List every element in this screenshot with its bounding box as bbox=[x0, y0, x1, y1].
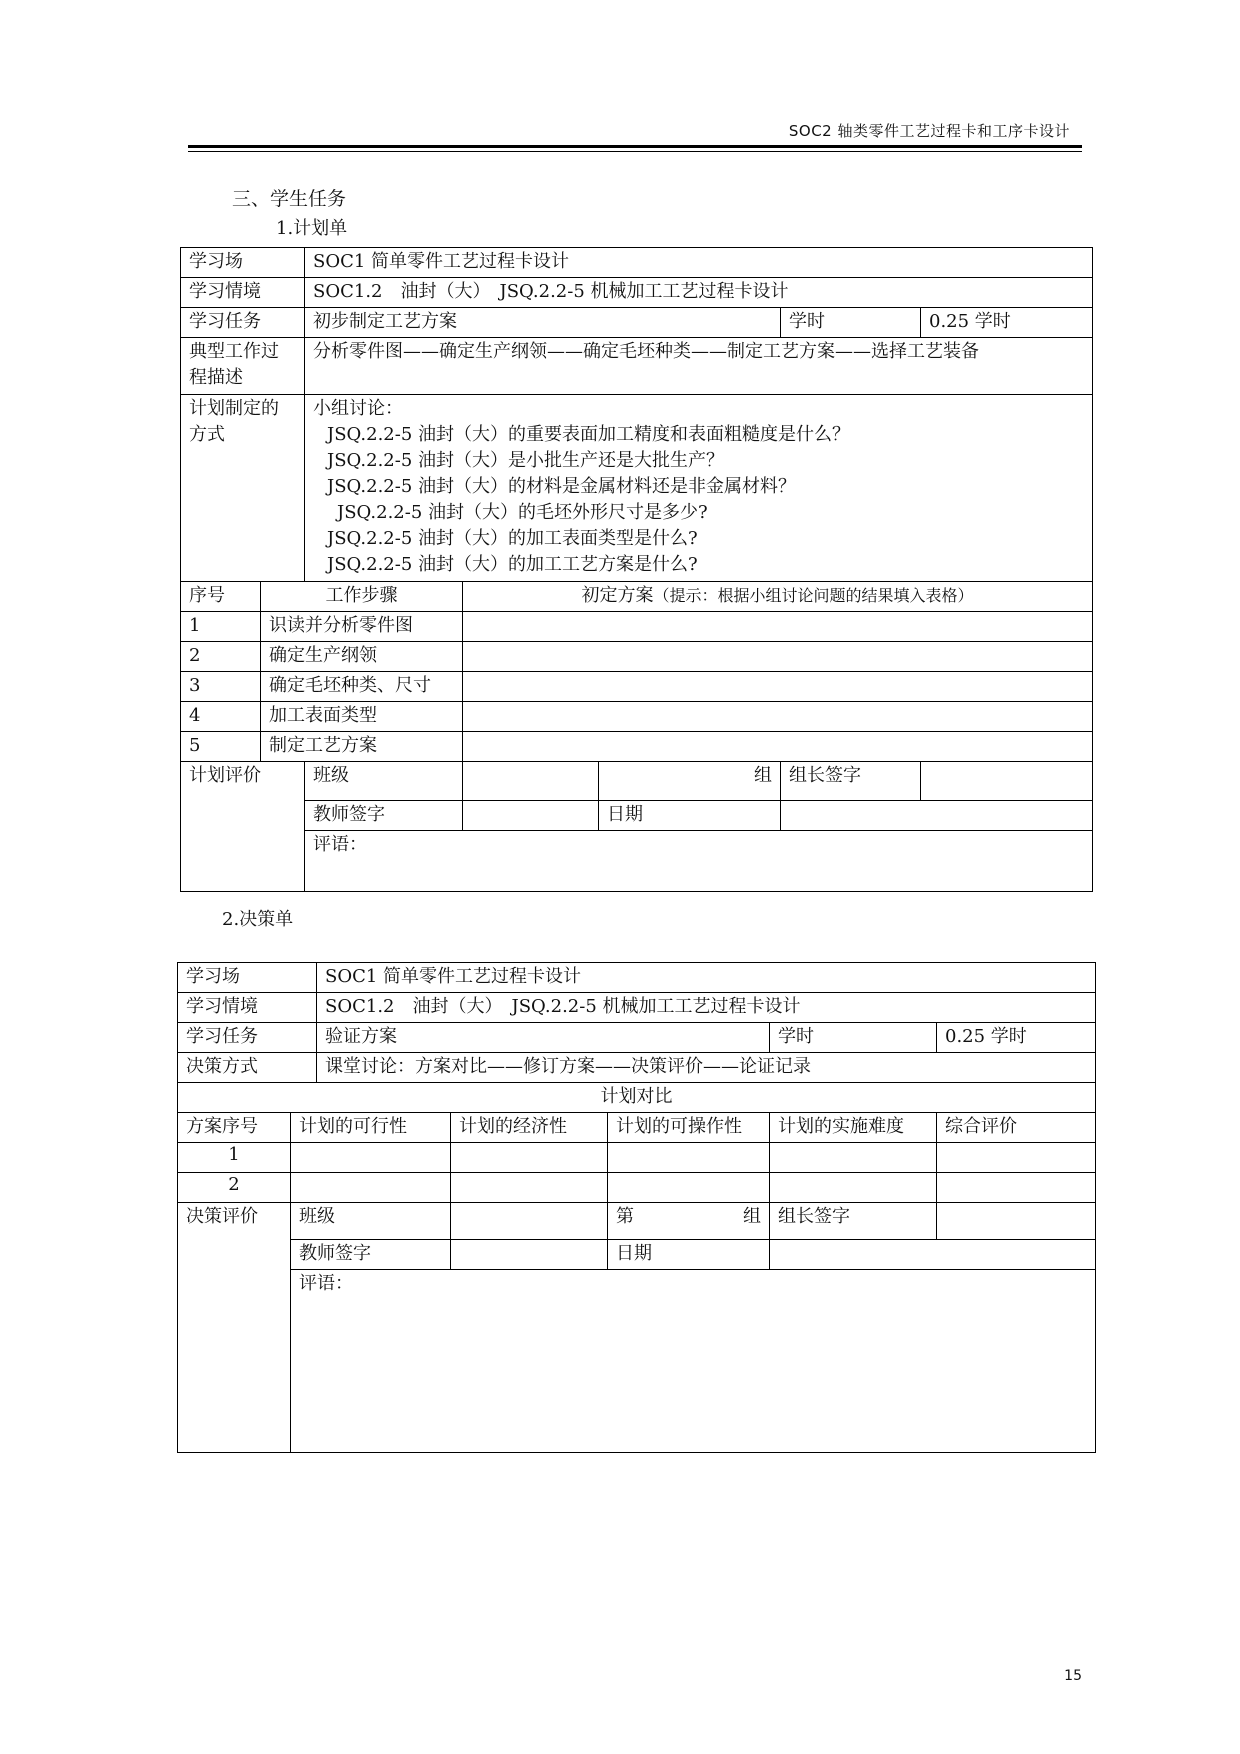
plan-step-name: 识读并分析零件图 bbox=[261, 612, 463, 642]
decision-group-label: 组 bbox=[743, 1206, 761, 1227]
decision-situation-label: 学习情境 bbox=[178, 993, 317, 1023]
plan-row-situation bbox=[181, 278, 1093, 308]
decision-col: 计划的实施难度 bbox=[770, 1113, 937, 1143]
plan-method-intro: 小组讨论： bbox=[313, 398, 403, 419]
plan-step-name: 加工表面类型 bbox=[261, 702, 463, 732]
decision-cell[interactable] bbox=[451, 1173, 608, 1203]
decision-eval-row-3 bbox=[178, 1270, 1096, 1453]
plan-group-label: 组 bbox=[599, 762, 781, 801]
plan-method-value bbox=[305, 395, 1093, 582]
decision-title: 2.决策单 bbox=[222, 909, 294, 930]
plan-col-plan-label: 初定方案 bbox=[581, 585, 654, 606]
plan-method-label: 计划制定的方式 bbox=[181, 395, 305, 582]
decision-method-label: 决策方式 bbox=[178, 1053, 317, 1083]
header-rule-thick bbox=[188, 145, 1082, 148]
decision-situation-value: SOC1.2 油封（大） JSQ.2.2-5 机械加工工艺过程卡设计 bbox=[317, 993, 1096, 1023]
plan-comment-area[interactable] bbox=[305, 831, 1093, 892]
decision-cell[interactable] bbox=[937, 1143, 1096, 1173]
plan-row-task bbox=[181, 308, 1093, 338]
plan-step-input[interactable] bbox=[463, 612, 1093, 642]
plan-task-value: 初步制定工艺方案 bbox=[305, 308, 781, 338]
plan-date-label: 日期 bbox=[599, 801, 781, 831]
decision-cell[interactable] bbox=[291, 1173, 451, 1203]
page-number: 15 bbox=[1064, 1668, 1082, 1684]
decision-compare-header bbox=[178, 1113, 1096, 1143]
header-rule-thin bbox=[188, 151, 1082, 152]
plan-row-process bbox=[181, 338, 1093, 395]
decision-task-label: 学习任务 bbox=[178, 1023, 317, 1053]
plan-leader-label: 组长签字 bbox=[781, 762, 921, 801]
decision-compare-title: 计划对比 bbox=[178, 1083, 1096, 1113]
decision-method-value: 课堂讨论：方案对比——修订方案——决策评价——论证记录 bbox=[317, 1053, 1096, 1083]
decision-date-input[interactable] bbox=[770, 1240, 1096, 1270]
plan-field-label: 学习场 bbox=[181, 248, 305, 278]
decision-field-value: SOC1 简单零件工艺过程卡设计 bbox=[317, 963, 1096, 993]
plan-situation-value: SOC1.2 油封（大） JSQ.2.2-5 机械加工工艺过程卡设计 bbox=[305, 278, 1093, 308]
decision-date-label: 日期 bbox=[608, 1240, 770, 1270]
plan-class-input[interactable] bbox=[463, 762, 599, 801]
plan-eval-row-1 bbox=[181, 762, 1093, 801]
decision-field-label: 学习场 bbox=[178, 963, 317, 993]
decision-class-label: 班级 bbox=[291, 1203, 451, 1240]
section-title: 三、学生任务 bbox=[232, 188, 347, 210]
plan-question: JSQ.2.2-5 油封（大）的加工表面类型是什么? bbox=[327, 528, 698, 549]
decision-task-value: 验证方案 bbox=[317, 1023, 770, 1053]
plan-step-no: 4 bbox=[181, 702, 261, 732]
decision-cell[interactable] bbox=[770, 1173, 937, 1203]
decision-row-method bbox=[178, 1053, 1096, 1083]
decision-col: 计划的经济性 bbox=[451, 1113, 608, 1143]
decision-cell[interactable] bbox=[770, 1143, 937, 1173]
decision-cell[interactable] bbox=[608, 1143, 770, 1173]
decision-group-prefix: 第 bbox=[616, 1206, 634, 1227]
plan-class-label: 班级 bbox=[305, 762, 463, 801]
plan-hours-label: 学时 bbox=[781, 308, 921, 338]
plan-row-method bbox=[181, 395, 1093, 582]
plan-step-name: 制定工艺方案 bbox=[261, 732, 463, 762]
plan-col-plan bbox=[463, 582, 1093, 612]
plan-col-plan-hint: （提示：根据小组讨论问题的结果填入表格） bbox=[653, 586, 974, 605]
decision-row-situation bbox=[178, 993, 1096, 1023]
decision-hours-value: 0.25 学时 bbox=[937, 1023, 1096, 1053]
decision-col: 计划的可操作性 bbox=[608, 1113, 770, 1143]
plan-col-step: 工作步骤 bbox=[261, 582, 463, 612]
table-row bbox=[181, 672, 1093, 702]
plan-question: JSQ.2.2-5 油封（大）的毛坯外形尺寸是多少? bbox=[337, 502, 708, 523]
plan-steps-header bbox=[181, 582, 1093, 612]
plan-field-value: SOC1 简单零件工艺过程卡设计 bbox=[305, 248, 1093, 278]
decision-col: 计划的可行性 bbox=[291, 1113, 451, 1143]
decision-eval-row-1 bbox=[178, 1203, 1096, 1240]
decision-leader-input[interactable] bbox=[937, 1203, 1096, 1240]
plan-question: JSQ.2.2-5 油封（大）是小批生产还是大批生产？ bbox=[327, 450, 725, 471]
plan-process-label: 典型工作过程描述 bbox=[181, 338, 305, 395]
table-row bbox=[181, 642, 1093, 672]
plan-step-input[interactable] bbox=[463, 732, 1093, 762]
plan-step-no: 1 bbox=[181, 612, 261, 642]
decision-comment-area[interactable] bbox=[291, 1270, 1096, 1453]
decision-col: 方案序号 bbox=[178, 1113, 291, 1143]
plan-situation-label: 学习情境 bbox=[181, 278, 305, 308]
plan-task-label: 学习任务 bbox=[181, 308, 305, 338]
plan-col-no: 序号 bbox=[181, 582, 261, 612]
plan-step-input[interactable] bbox=[463, 642, 1093, 672]
plan-step-no: 3 bbox=[181, 672, 261, 702]
table-row bbox=[181, 612, 1093, 642]
decision-row-field bbox=[178, 963, 1096, 993]
table-row bbox=[181, 702, 1093, 732]
plan-row-field bbox=[181, 248, 1093, 278]
plan-leader-input[interactable] bbox=[921, 762, 1093, 801]
plan-question: JSQ.2.2-5 油封（大）的重要表面加工精度和表面粗糙度是什么？ bbox=[327, 424, 851, 445]
decision-teacher-label: 教师签字 bbox=[291, 1240, 451, 1270]
table-row bbox=[178, 1173, 1096, 1203]
plan-teacher-input[interactable] bbox=[463, 801, 599, 831]
table-row bbox=[181, 732, 1093, 762]
plan-question: JSQ.2.2-5 油封（大）的加工工艺方案是什么? bbox=[327, 554, 698, 575]
decision-row-task bbox=[178, 1023, 1096, 1053]
plan-eval-row-2 bbox=[181, 801, 1093, 831]
plan-step-name: 确定毛坯种类、尺寸 bbox=[261, 672, 463, 702]
plan-step-no: 5 bbox=[181, 732, 261, 762]
decision-compare-title-row bbox=[178, 1083, 1096, 1113]
decision-cell[interactable] bbox=[608, 1173, 770, 1203]
decision-comment-label: 评语： bbox=[299, 1273, 353, 1294]
decision-group-cell bbox=[608, 1203, 770, 1240]
decision-teacher-input[interactable] bbox=[451, 1240, 608, 1270]
decision-cell[interactable] bbox=[451, 1143, 608, 1173]
decision-eval-label: 决策评价 bbox=[178, 1203, 291, 1453]
decision-table bbox=[177, 962, 1096, 1453]
decision-eval-row-2 bbox=[178, 1240, 1096, 1270]
decision-col: 综合评价 bbox=[937, 1113, 1096, 1143]
plan-hours-value: 0.25 学时 bbox=[921, 308, 1093, 338]
plan-eval-row-3 bbox=[181, 831, 1093, 892]
plan-step-name: 确定生产纲领 bbox=[261, 642, 463, 672]
plan-step-no: 2 bbox=[181, 642, 261, 672]
plan-step-input[interactable] bbox=[463, 672, 1093, 702]
plan-step-input[interactable] bbox=[463, 702, 1093, 732]
plan-title: 1.计划单 bbox=[276, 218, 348, 239]
decision-leader-label: 组长签字 bbox=[770, 1203, 937, 1240]
plan-date-input[interactable] bbox=[781, 801, 1093, 831]
decision-hours-label: 学时 bbox=[770, 1023, 937, 1053]
plan-eval-label: 计划评价 bbox=[181, 762, 305, 892]
decision-cell[interactable] bbox=[291, 1143, 451, 1173]
plan-table bbox=[180, 247, 1093, 892]
plan-process-value: 分析零件图——确定生产纲领——确定毛坯种类——制定工艺方案——选择工艺装备 bbox=[305, 338, 1093, 395]
decision-row-no: 2 bbox=[178, 1173, 291, 1203]
decision-class-input[interactable] bbox=[451, 1203, 608, 1240]
plan-comment-label: 评语： bbox=[313, 834, 367, 855]
table-row bbox=[178, 1143, 1096, 1173]
page-header-title: SOC2 轴类零件工艺过程卡和工序卡设计 bbox=[788, 122, 1070, 140]
decision-row-no: 1 bbox=[178, 1143, 291, 1173]
plan-teacher-label: 教师签字 bbox=[305, 801, 463, 831]
plan-question: JSQ.2.2-5 油封（大）的材料是金属材料还是非金属材料？ bbox=[327, 476, 797, 497]
decision-cell[interactable] bbox=[937, 1173, 1096, 1203]
